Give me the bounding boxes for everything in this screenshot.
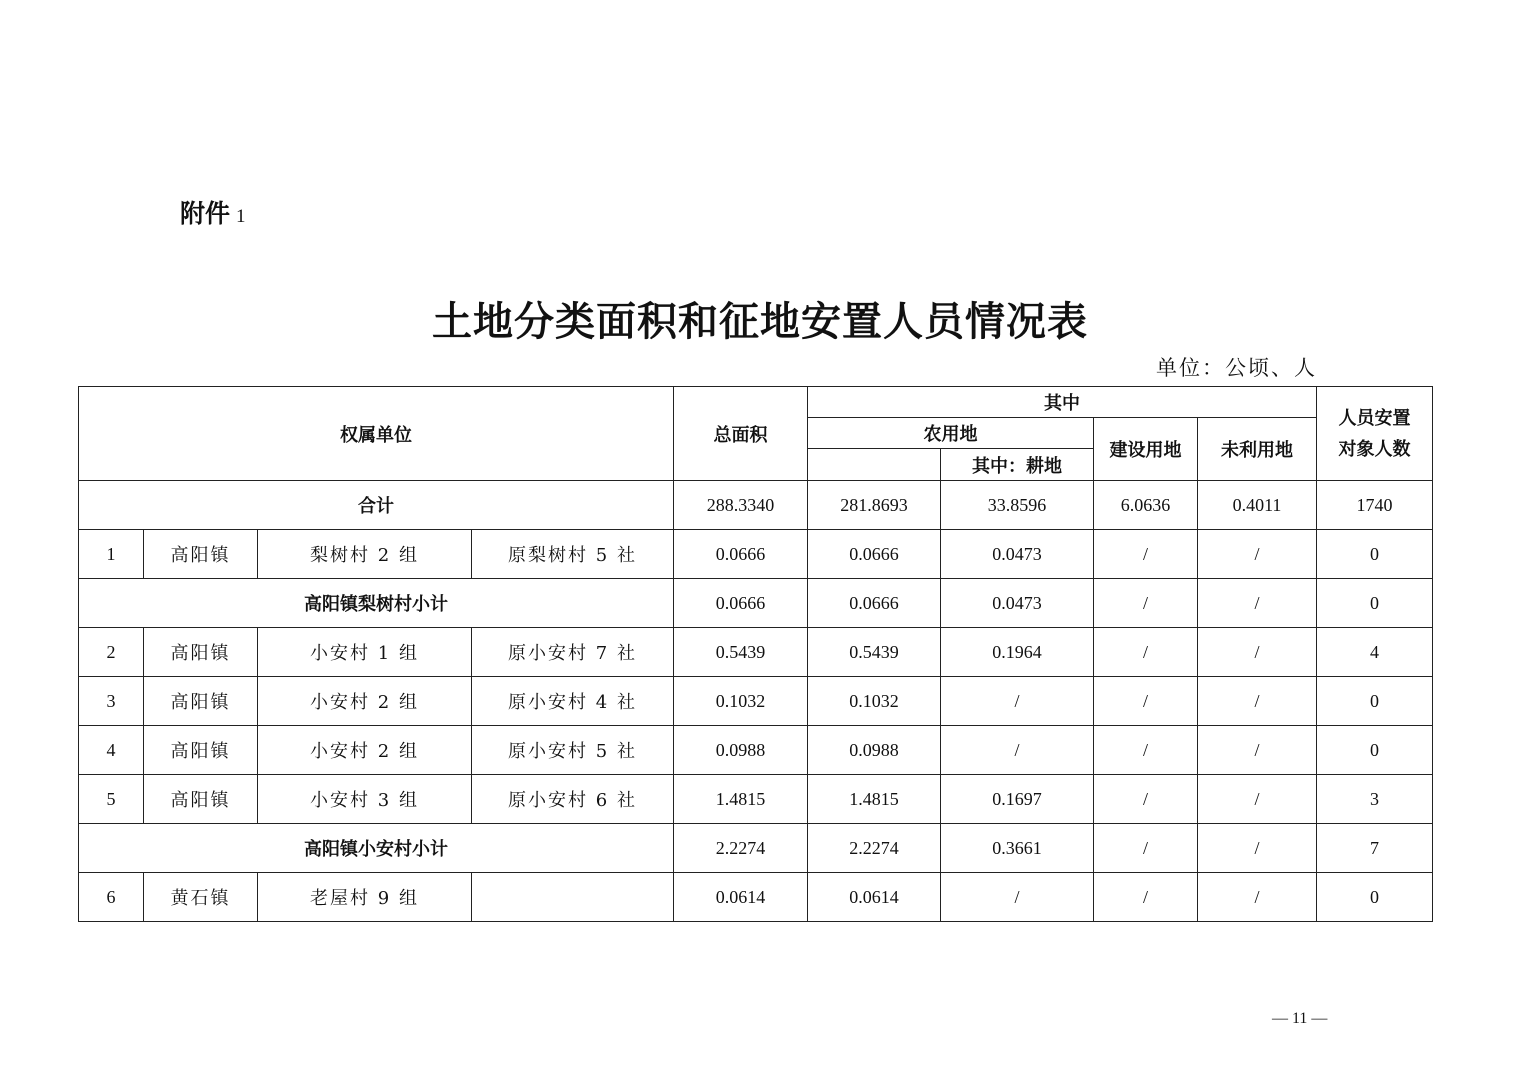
table-cell: /	[941, 873, 1094, 922]
header-agri-cultivated: 其中：耕地	[941, 449, 1094, 481]
table-cell: /	[1094, 628, 1198, 677]
header-agri-blank	[808, 449, 941, 481]
row-group: 小安村 1 组	[258, 628, 472, 677]
row-number: 1	[79, 530, 144, 579]
page-number: — 11 —	[1272, 1010, 1328, 1027]
subtotal-row	[79, 579, 1433, 628]
table-cell: /	[1198, 873, 1317, 922]
row-town: 高阳镇	[144, 775, 258, 824]
table-cell: 0.3661	[941, 824, 1094, 873]
subtotal-label: 高阳镇梨树村小计	[79, 579, 674, 628]
table-cell: /	[1094, 824, 1198, 873]
table-cell: 0.5439	[808, 628, 941, 677]
header-unused: 未利用地	[1198, 418, 1317, 481]
table-cell: 0.0666	[808, 579, 941, 628]
row-number: 4	[79, 726, 144, 775]
table-cell: /	[1198, 628, 1317, 677]
table-cell: 0	[1317, 677, 1433, 726]
table-cell: 0.0473	[941, 530, 1094, 579]
table-cell: /	[1198, 579, 1317, 628]
total-cell: 6.0636	[1094, 481, 1198, 530]
attachment-text: 附件	[180, 199, 231, 228]
row-group: 老屋村 9 组	[258, 873, 472, 922]
header-agri: 农用地	[808, 418, 1094, 449]
table-cell: 0.0614	[808, 873, 941, 922]
table-cell: 7	[1317, 824, 1433, 873]
table-cell: 0.0614	[674, 873, 808, 922]
table-cell: 1.4815	[808, 775, 941, 824]
unit-label: 单位：公顷、人	[1156, 356, 1317, 380]
subtotal-label: 高阳镇小安村小计	[79, 824, 674, 873]
row-town: 高阳镇	[144, 677, 258, 726]
total-label: 合计	[79, 481, 674, 530]
table-cell: 0.0666	[808, 530, 941, 579]
table-cell: 0.1964	[941, 628, 1094, 677]
row-number: 5	[79, 775, 144, 824]
total-cell: 0.4011	[1198, 481, 1317, 530]
table-cell: 0.0473	[941, 579, 1094, 628]
table-cell: /	[1094, 677, 1198, 726]
table-row	[79, 873, 1433, 922]
row-town: 高阳镇	[144, 628, 258, 677]
table-row	[79, 726, 1433, 775]
row-group: 小安村 3 组	[258, 775, 472, 824]
table-cell: 2.2274	[808, 824, 941, 873]
table-cell: 1.4815	[674, 775, 808, 824]
table-cell: /	[1198, 824, 1317, 873]
table-cell: 0	[1317, 873, 1433, 922]
row-original: 原小安村 7 社	[472, 628, 674, 677]
subtotal-row	[79, 824, 1433, 873]
table-cell: 0	[1317, 530, 1433, 579]
row-original: 原小安村 6 社	[472, 775, 674, 824]
table-cell: 0.1032	[674, 677, 808, 726]
table-cell: /	[1094, 873, 1198, 922]
total-cell: 33.8596	[941, 481, 1094, 530]
table-cell: 0.5439	[674, 628, 808, 677]
row-number: 6	[79, 873, 144, 922]
table-cell: 2.2274	[674, 824, 808, 873]
row-original: 原梨树村 5 社	[472, 530, 674, 579]
total-cell: 288.3340	[674, 481, 808, 530]
row-town: 黄石镇	[144, 873, 258, 922]
total-cell: 1740	[1317, 481, 1433, 530]
table-cell: 3	[1317, 775, 1433, 824]
table-row	[79, 530, 1433, 579]
row-group: 小安村 2 组	[258, 726, 472, 775]
page-title: 土地分类面积和征地安置人员情况表	[432, 298, 1088, 345]
attachment-label	[180, 194, 246, 230]
row-number: 2	[79, 628, 144, 677]
row-group: 小安村 2 组	[258, 677, 472, 726]
header-of-which: 其中	[808, 387, 1317, 418]
total-cell: 281.8693	[808, 481, 941, 530]
table-cell: /	[1094, 775, 1198, 824]
table-cell: 4	[1317, 628, 1433, 677]
row-original: 原小安村 4 社	[472, 677, 674, 726]
row-town: 高阳镇	[144, 726, 258, 775]
table-cell: /	[941, 677, 1094, 726]
table-cell: 0.0666	[674, 579, 808, 628]
row-original: 原小安村 5 社	[472, 726, 674, 775]
row-town: 高阳镇	[144, 530, 258, 579]
table-cell: 0.1697	[941, 775, 1094, 824]
table-row	[79, 677, 1433, 726]
row-group: 梨树村 2 组	[258, 530, 472, 579]
attachment-number: 1	[236, 206, 246, 227]
table-cell: 0.0988	[674, 726, 808, 775]
table-cell: 0.0666	[674, 530, 808, 579]
land-table	[78, 386, 1433, 922]
table-cell: /	[1094, 530, 1198, 579]
table-row	[79, 775, 1433, 824]
table-row	[79, 628, 1433, 677]
table-cell: 0.0988	[808, 726, 941, 775]
row-number: 3	[79, 677, 144, 726]
header-construction: 建设用地	[1094, 418, 1198, 481]
header-persons-line1: 人员安置	[1338, 407, 1411, 429]
table-cell: /	[1198, 530, 1317, 579]
header-total-area: 总面积	[674, 387, 808, 481]
table-cell: /	[941, 726, 1094, 775]
table-cell: /	[1198, 677, 1317, 726]
header-persons	[1317, 387, 1433, 481]
header-persons-line2: 对象人数	[1338, 438, 1411, 460]
table-cell: /	[1198, 775, 1317, 824]
table-cell: /	[1094, 579, 1198, 628]
table-cell: 0	[1317, 726, 1433, 775]
row-original	[472, 873, 674, 922]
table-cell: /	[1094, 726, 1198, 775]
header-owner: 权属单位	[79, 387, 674, 481]
table-cell: 0.1032	[808, 677, 941, 726]
table-cell: /	[1198, 726, 1317, 775]
table-cell: 0	[1317, 579, 1433, 628]
